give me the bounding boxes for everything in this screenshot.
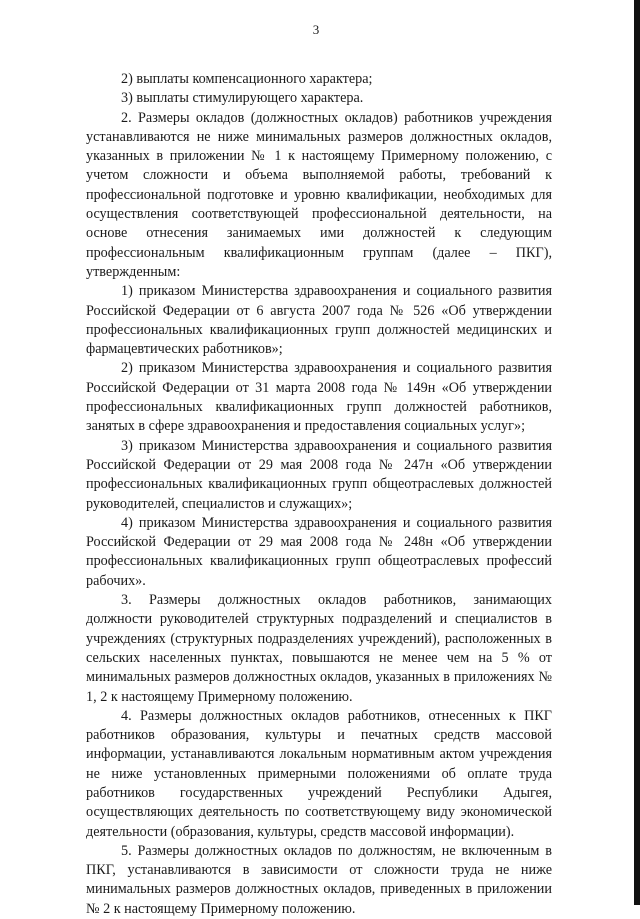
paragraph-order-248n: 4) приказом Министерства здравоохранения и социального развития Российской Федерации от 29 мая 2008 года № 248н «Об утверждении профессиональных квалификационных групп общеотраслевых профессий рабочих». bbox=[86, 514, 552, 589]
paragraph-clause-5: 5. Размеры должностных окладов по должностям, не включенным в ПКГ, устанавливаются в зависимости от сложности труда не ниже минимальных размеров должностных окладов, приведенных в приложении № 2 к настоящему Примерному положению. bbox=[86, 842, 552, 917]
paragraph-order-247n: 3) приказом Министерства здравоохранения и социального развития Российской Федерации от 29 мая 2008 года № 247н «Об утверждении профессиональных квалификационных групп общеотраслевых должностей руководителей, специалистов и служащих»; bbox=[86, 437, 552, 512]
paragraph-compensation-payments: 2) выплаты компенсационного характера; bbox=[121, 71, 373, 87]
paragraph-incentive-payments: 3) выплаты стимулирующего характера. bbox=[121, 90, 364, 107]
document-body bbox=[86, 70, 552, 919]
paragraph-clause-2: 2. Размеры окладов (должностных окладов) работников учреждения устанавливаются не ниже минимальных размеров должностных окладов, указанных в приложении № 1 к настоящему Примерному положению, с учетом сложности и объема выполняемой работы, требований к профессиональной подготовке и уровню квалификации, необходимых для осуществления соответствующей профессиональной деятельности, на основе отнесения занимаемых ими должностей к следующим профессиональным квалификационным группам (далее – ПКГ), утвержденным: bbox=[86, 109, 552, 280]
paragraph-clause-3: 3. Размеры должностных окладов работников, занимающих должности руководителей структурных подразделений и специалистов в учреждениях (структурных подразделениях учреждений), расположенных в сельских населенных пунктах, повышаются не менее чем на 5 % от минимальных размеров должностных окладов, указанных в приложениях № 1, 2 к настоящему Примерному положению. bbox=[86, 592, 552, 705]
scan-edge bbox=[634, 0, 640, 905]
paragraph-order-526: 1) приказом Министерства здравоохранения и социального развития Российской Федерации от 6 августа 2007 года № 526 «Об утверждении профессиональных квалификационных групп должностей медицинских и фармацевтических работников»; bbox=[86, 283, 552, 358]
paragraph-clause-4: 4. Размеры должностных окладов работников, отнесенных к ПКГ работников образования, культуры и печатных средств массовой информации, устанавливаются локальным нормативным актом учреждения не ниже установленных примерными положениями об оплате труда работников государственных учреждений Республики Адыгея, осуществляющих деятельность по соответствующему виду экономической деятельности (образования, культуры, средств массовой информации). bbox=[86, 707, 552, 840]
paragraph-order-149n: 2) приказом Министерства здравоохранения и социального развития Российской Федерации от 31 марта 2008 года № 149н «Об утверждении профессиональных квалификационных групп должностей работников, занятых в сфере здравоохранения и предоставления социальных услуг»; bbox=[86, 360, 552, 435]
page-number: 3 bbox=[312, 22, 320, 37]
